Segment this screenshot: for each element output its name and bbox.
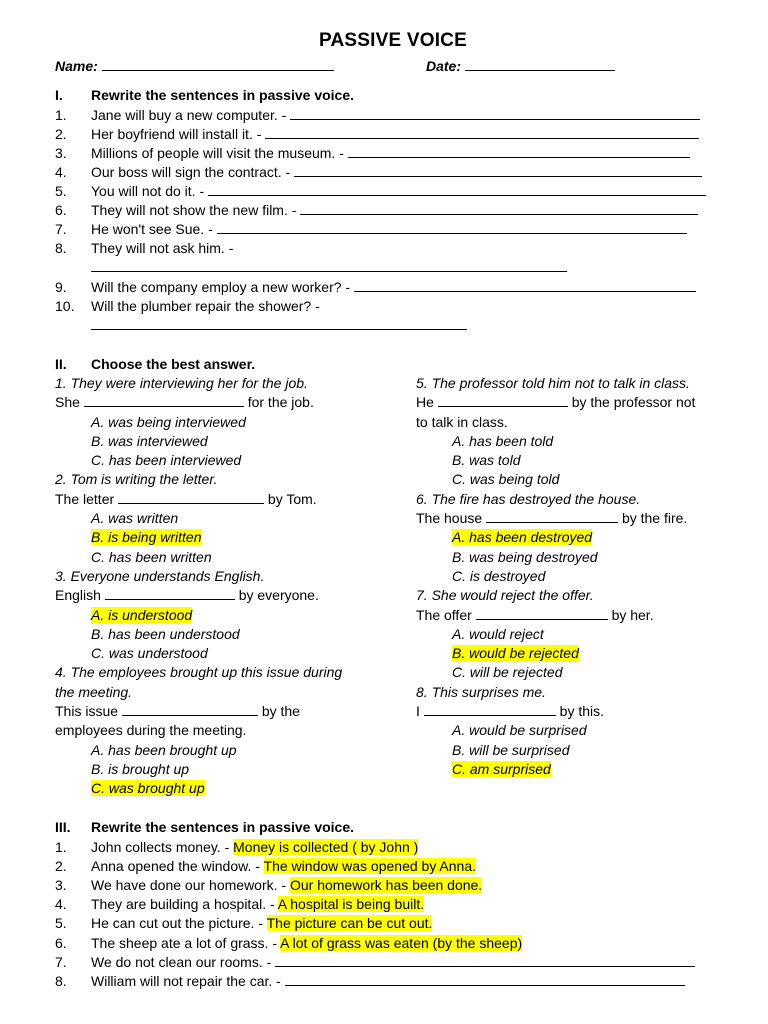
- question-prompt: 7. She would reject the offer.: [416, 587, 594, 604]
- option-b[interactable]: [55, 528, 395, 547]
- answer-blank[interactable]: [285, 972, 685, 986]
- s3-item: 2. Anna opened the window. - The window was opened by Anna.: [55, 858, 477, 874]
- section-2-right-column: [416, 374, 746, 779]
- question-stem: This issue by the: [55, 703, 300, 720]
- page-title: PASSIVE VOICE: [319, 30, 467, 51]
- option-a[interactable]: [416, 528, 746, 547]
- option-c[interactable]: C. has been written: [91, 548, 212, 565]
- answer-blank[interactable]: [91, 258, 567, 272]
- s3-item: 6. The sheep ate a lot of grass. - A lot of grass was eaten (by the sheep): [55, 935, 523, 951]
- answer-blank[interactable]: [300, 201, 698, 215]
- answer-blank[interactable]: [294, 163, 702, 177]
- option-a[interactable]: A. would be surprised: [452, 722, 587, 739]
- s3-item: 1. John collects money. - Money is collected ( by John ): [55, 839, 419, 855]
- section-2-left-column: [55, 374, 395, 799]
- s1-item: 2. Her boyfriend will install it. -: [55, 125, 699, 144]
- section-2-number: II.: [55, 356, 67, 372]
- highlighted-answer: A. has been destroyed: [452, 529, 593, 546]
- question-prompt-cont: the meeting.: [55, 683, 133, 700]
- s3-item: 4. They are building a hospital. - A hospital is being built.: [55, 896, 425, 912]
- section-2-title: Choose the best answer.: [91, 356, 256, 372]
- answer-blank[interactable]: [84, 393, 244, 407]
- highlighted-answer: C. am surprised: [452, 760, 551, 777]
- question-prompt: 1. They were interviewing her for the job.: [55, 375, 308, 391]
- s1-item: 4. Our boss will sign the contract. -: [55, 163, 702, 182]
- section-1-heading: [55, 87, 354, 103]
- option-c[interactable]: [55, 779, 395, 798]
- highlighted-answer: A. is understood: [91, 606, 193, 623]
- s1-item: 6. They will not show the new film. -: [55, 201, 698, 220]
- option-b[interactable]: B. is brought up: [91, 760, 190, 777]
- s1-item: 10. Will the plumber repair the shower? -: [55, 298, 320, 314]
- answer-blank[interactable]: [217, 220, 687, 234]
- option-b[interactable]: B. was told: [452, 452, 521, 469]
- date-blank[interactable]: [465, 56, 615, 71]
- highlighted-answer: A lot of grass was eaten (by the sheep): [280, 935, 523, 951]
- s3-item: 5. He can cut out the picture. - The picture can be cut out.: [55, 915, 433, 931]
- option-b[interactable]: B. has been understood: [91, 625, 240, 642]
- section-3-number: III.: [55, 819, 71, 835]
- section-3-title: Rewrite the sentences in passive voice.: [91, 819, 355, 835]
- option-a[interactable]: A. has been brought up: [91, 741, 237, 758]
- option-b[interactable]: B. will be surprised: [452, 741, 570, 758]
- s1-item: 8. They will not ask him. -: [55, 240, 234, 256]
- option-c[interactable]: C. was understood: [91, 645, 208, 662]
- s3-item: 8. William will not repair the car. -: [55, 972, 685, 991]
- answer-blank[interactable]: [354, 278, 696, 292]
- highlighted-answer: The window was opened by Anna.: [263, 858, 477, 874]
- question-stem: She for the job.: [55, 394, 314, 411]
- question-stem: He by the professor not: [416, 394, 696, 411]
- highlighted-answer: Our homework has been done.: [289, 877, 483, 893]
- highlighted-answer: The picture can be cut out.: [266, 915, 433, 931]
- option-c[interactable]: C. has been interviewed: [91, 452, 242, 469]
- question-stem: English by everyone.: [55, 587, 319, 604]
- s1-item-8-blank-line: [91, 258, 567, 277]
- answer-blank[interactable]: [118, 490, 264, 504]
- answer-blank[interactable]: [91, 316, 467, 330]
- answer-blank[interactable]: [265, 125, 699, 139]
- option-c[interactable]: [416, 760, 746, 779]
- name-blank[interactable]: [102, 56, 334, 71]
- highlighted-answer: C. was brought up: [91, 780, 205, 797]
- question-stem: The offer by her.: [416, 606, 654, 623]
- s1-item: 3. Millions of people will visit the museum. -: [55, 144, 690, 163]
- question-stem-cont: employees during the meeting.: [55, 722, 247, 739]
- s3-item: 7. We do not clean our rooms. -: [55, 953, 695, 972]
- answer-blank[interactable]: [438, 393, 568, 407]
- section-2-heading: [55, 356, 255, 372]
- question-stem: I by this.: [416, 703, 605, 720]
- highlighted-answer: A hospital is being built.: [277, 896, 425, 912]
- option-b[interactable]: B. was interviewed: [91, 432, 208, 449]
- name-field[interactable]: [55, 56, 334, 74]
- option-a[interactable]: A. was being interviewed: [91, 413, 246, 430]
- name-label: Name:: [55, 58, 98, 74]
- option-a[interactable]: A. has been told: [452, 432, 554, 449]
- answer-blank[interactable]: [275, 953, 695, 967]
- s1-item: 7. He won't see Sue. -: [55, 220, 687, 239]
- answer-blank[interactable]: [105, 586, 235, 600]
- section-1-title: Rewrite the sentences in passive voice.: [91, 87, 355, 103]
- s1-item: 1. Jane will buy a new computer. -: [55, 106, 700, 125]
- option-b[interactable]: B. was being destroyed: [452, 548, 598, 565]
- answer-blank[interactable]: [122, 702, 258, 716]
- answer-blank[interactable]: [208, 182, 706, 196]
- date-label: Date:: [426, 58, 462, 74]
- question-stem: The house by the fire.: [416, 510, 688, 527]
- question-prompt: 5. The professor told him not to talk in class.: [416, 375, 690, 391]
- highlighted-answer: B. would be rejected: [452, 645, 579, 662]
- option-c[interactable]: C. will be rejected: [452, 664, 563, 681]
- question-stem-cont: to talk in class.: [416, 413, 508, 430]
- s3-item: 3. We have done our homework. - Our homework has been done.: [55, 877, 483, 893]
- date-field[interactable]: [426, 56, 615, 74]
- section-3-heading: [55, 819, 354, 835]
- highlighted-answer: Money is collected ( by John ): [233, 839, 419, 855]
- question-prompt: 2. Tom is writing the letter.: [55, 471, 218, 488]
- answer-blank[interactable]: [486, 509, 618, 523]
- highlighted-answer: B. is being written: [91, 529, 202, 546]
- option-c[interactable]: C. was being told: [452, 471, 560, 488]
- answer-blank[interactable]: [348, 144, 690, 158]
- question-prompt: 4. The employees brought up this issue during: [55, 664, 343, 681]
- option-c[interactable]: C. is destroyed: [452, 567, 546, 584]
- s1-item: 5. You will not do it. -: [55, 182, 706, 201]
- answer-blank[interactable]: [476, 606, 608, 620]
- question-prompt: 3. Everyone understands English.: [55, 567, 265, 584]
- s1-item: 9. Will the company employ a new worker? -: [55, 278, 696, 297]
- option-a[interactable]: A. was written: [91, 510, 179, 527]
- question-prompt: 6. The fire has destroyed the house.: [416, 490, 641, 507]
- question-prompt: 8. This surprises me.: [416, 683, 546, 700]
- section-1-number: I.: [55, 87, 63, 103]
- answer-blank[interactable]: [424, 702, 556, 716]
- option-a[interactable]: [55, 606, 395, 625]
- option-a[interactable]: A. would reject: [452, 625, 544, 642]
- s1-item-10-blank-line: [91, 316, 467, 335]
- option-b[interactable]: [416, 644, 746, 663]
- answer-blank[interactable]: [290, 106, 700, 120]
- question-stem: The letter by Tom.: [55, 490, 317, 507]
